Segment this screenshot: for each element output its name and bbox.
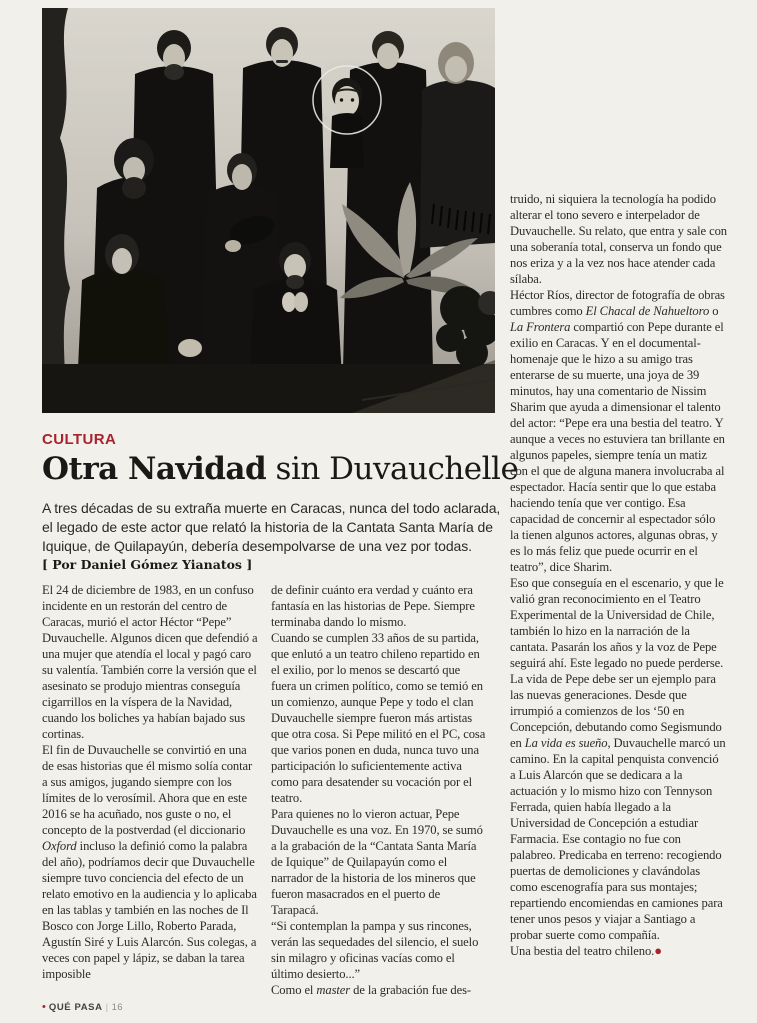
body-paragraph: El fin de Duvauchelle se convirtió en una de esas historias que él mismo solía contar a sus amigos, jugando siempre con los límites de lo verosímil. Ahora que en este 2016 se ha acuñado, nos guste o no, el concepto de la postverdad (el diccionario Oxford incluso la definió como la palabra del año), podríamos decir que Duvauchelle siempre tuvo conciencia del efecto de un relato emotivo en la audiencia y lo aplicaba en las tablas y también en las noches de Il Bosco con Jorge Lillo, Roberto Parada, Agustín Siré y Luis Alarcón. Sus colegas, a veces con papel y lápiz, se daban la tarea imposible bbox=[42, 743, 257, 981]
page-footer bbox=[42, 1001, 123, 1013]
body-paragraph: Una bestia del teatro chileno.● bbox=[510, 943, 662, 958]
article-photo bbox=[42, 8, 495, 413]
headline-regular-part: sin Duvauchelle bbox=[266, 451, 519, 487]
article-headline bbox=[42, 450, 519, 488]
magazine-name: QUÉ PASA bbox=[48, 1002, 103, 1013]
body-paragraph: de definir cuánto era verdad y cuánto era fantasía en las historias de Pepe. Siempre terminaba dando lo mismo. bbox=[271, 583, 475, 629]
body-column-2 bbox=[271, 582, 488, 997]
body-column-1 bbox=[42, 582, 259, 990]
article-dek: A tres décadas de su extraña muerte en Caracas, nunca del todo aclarada, el legado de este actor que relató la historia de la Cantata Santa María de Iquique, de Quilapayún, debería desempolvarse de una vez por todas. bbox=[42, 500, 501, 554]
hand bbox=[225, 240, 241, 252]
page-number: 16 bbox=[111, 1002, 123, 1013]
body-paragraph: Héctor Ríos, director de fotografía de obras cumbres como El Chacal de Nahueltoro o La Frontera compartió con Pepe durante el exilio en Caracas. Y en el documental-homenaje que le hizo a su amigo tras enterarse de su muerte, una joya de 39 minutos, hay una comentario de Nissim Sharim que ayuda a dimensionar el talento del actor: “Pepe era una bestia del teatro. Y aunque a veces no estuviera tan brillante en algunos papeles, siempre tenía un matiz con el que de alguna manera involucraba al espectador. Hacía sentir que lo que estaba haciendo tenía que ver contigo. Esa capacidad de concernir al espectador sólo la tienen algunos actores, algunas obras, y es lo más feliz que puede ocurrir en el teatro”, dice Sharim. bbox=[510, 288, 725, 574]
group-portrait-illustration bbox=[42, 8, 495, 413]
body-paragraph: Eso que conseguía en el escenario, y que le valió gran reconocimiento en el Teatro Experimental de la Universidad de Chile, también lo hizo en la narración de la cantata. Pasarán los años y la voz de Pepe seguirá ahí. Este legado no puede perderse. La vida de Pepe debe ser un ejemplo para las nuevas generaciones. Desde que irrumpió a comienzos de los ‘50 en Concepción, debutando como Segismundo en La vida es sueño, Duvauchelle marcó un camino. En la capital penquista convenció a Luis Alarcón que se dedicara a la actuación y lo mismo hizo con Tennyson Ferrada, quien había llegado a la Universidad de Concepción a estudiar Farmacia. Ese contagio no fue con palabreo. Predicaba en terreno: recogiendo puertas de demoliciones y clavándolas como escenografía para sus montajes; repartiendo encomiendas en camiones para tener unos pesos y viajar a Santiago a probar suerte como compañía. bbox=[510, 576, 726, 942]
body-column-3 bbox=[510, 191, 727, 986]
byline: [ Por Daniel Gómez Yianatos ] bbox=[42, 557, 253, 572]
body-paragraph: Como el master de la grabación fue des- bbox=[271, 983, 472, 997]
body-paragraph: “Si contemplan la pampa y sus rincones, verán las sequedades del silencio, el suelo sin milagro y oficinas vacías como el último desierto...” bbox=[271, 919, 479, 981]
footer-bullet: • bbox=[42, 1001, 46, 1013]
headline-bold-part: Otra Navidad bbox=[42, 451, 267, 487]
end-of-article-dot: ● bbox=[654, 943, 662, 958]
body-paragraph: truido, ni siquiera la tecnología ha podido alterar el tono severo e interpelador de Duvauchelle. Su relato, que entra y sale con una soberanía total, conserva un fondo que nos eriza y a la vez nos hace atender cada sílaba. bbox=[510, 192, 727, 286]
body-paragraph: Cuando se cumplen 33 años de su partida, que enlutó a un teatro chileno repartido en el exilio, por lo menos se descartó que fuera un crimen político, como se temió en un comienzo, aunque Pepe y todo el clan Duvauchelle siempre fueron más artistas que otra cosa. Si Pepe militó en el PC, cosa que varios ponen en duda, nunca tuvo una participación lo suficientemente activa como para desatender su vocación por el teatro. bbox=[271, 631, 486, 805]
body-paragraph: El 24 de diciembre de 1983, en un confuso incidente en un restorán del centro de Caracas, murió el actor Héctor “Pepe” Duvauchelle. Algunos dicen que defendió a una mujer que atendía el local y pagó caro su valentía. También corre la versión que el asesinato se produjo mientras conseguía cigarrillos en la víspera de la Navidad, cuando los boliches ya habían bajado sus cortinas. bbox=[42, 583, 258, 741]
highlighted-man bbox=[330, 78, 364, 168]
section-label: CULTURA bbox=[42, 431, 117, 448]
footer-separator: | bbox=[105, 1002, 109, 1013]
body-paragraph: Para quienes no lo vieron actuar, Pepe Duvauchelle es una voz. En 1970, se sumó a la grabación de la “Cantata Santa María de Iquique” de Quilapayún como el narrador de la historia de los mineros que fueron masacrados en el puerto de Tarapacá. bbox=[271, 807, 483, 917]
